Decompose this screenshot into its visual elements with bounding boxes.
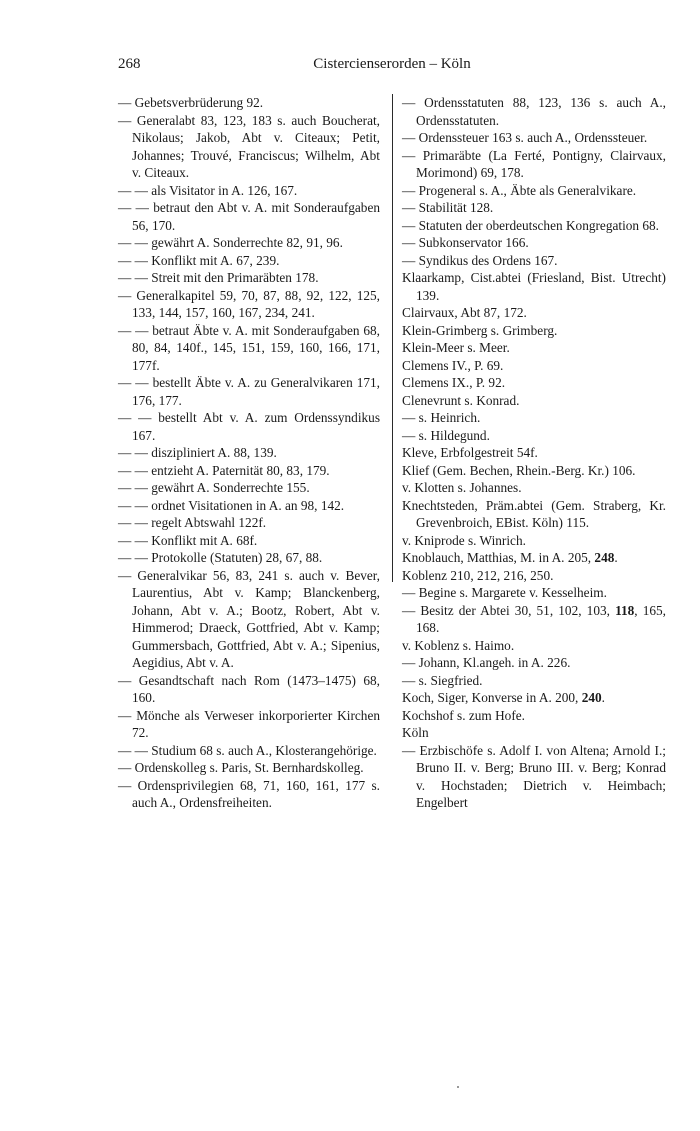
index-entry: — — Protokolle (Statuten) 28, 67, 88. [118, 550, 323, 565]
index-entry: Knoblauch, Matthias, M. in A. 205, 248. [402, 550, 618, 565]
index-entry: Knechtsteden, Präm.abtei (Gem. Straberg, Kr. Grevenbroich, EBist. Köln) 115. [402, 497, 666, 530]
index-entry: — — entzieht A. Paternität 80, 83, 179. [118, 462, 330, 478]
index-entry: Clemens IX., P. 92. [402, 375, 506, 390]
index-entry: — Besitz der Abtei 30, 51, 102, 103, 118, 165, 168. [402, 602, 666, 635]
index-entry: Köln [402, 725, 429, 740]
index-entry: — Ordensstatuten 88, 123, 136 s. auch A., Ordensstatuten. [402, 95, 666, 128]
index-entry: Clairvaux, Abt 87, 172. [402, 305, 527, 320]
paper-speck [457, 1086, 459, 1088]
index-entry: — Stabilität 128. [402, 200, 494, 215]
index-entry: — — bestellt Abt v. A. zum Ordenssyndikus 167. [118, 410, 380, 443]
index-entry: — s. Siegfried. [402, 672, 483, 688]
index-entry: — — Streit mit den Primaräbten 178. [118, 270, 319, 285]
index-entry: — — gewährt A. Sonderrechte 155. [118, 480, 310, 495]
index-entry: — — Konflikt mit A. 67, 239. [118, 252, 280, 268]
index-entry: Koblenz 210, 212, 216, 250. [402, 567, 554, 583]
index-entry: Clemens IV., P. 69. [402, 357, 504, 373]
index-column-right [402, 94, 666, 812]
index-entry: Koch, Siger, Konverse in A. 200, 240. [402, 690, 605, 705]
index-entry: Kleve, Erbfolgestreit 54f. [402, 445, 538, 460]
index-entry: — — diszipliniert A. 88, 139. [118, 445, 277, 460]
index-entry: — — gewährt A. Sonderrechte 82, 91, 96. [118, 235, 343, 250]
index-entry: — Generalkapitel 59, 70, 87, 88, 92, 122, 125, 133, 144, 157, 160, 167, 234, 241. [118, 287, 380, 320]
index-entry: — Erzbischöfe s. Adolf I. von Altena; Arnold I.; Bruno II. v. Berg; Bruno III. v. Berg; Konrad v. Hochstaden; Dietrich v. Heimbach; Engelbert [402, 742, 666, 810]
index-entry: — s. Heinrich. [402, 410, 481, 425]
index-entry: — — ordnet Visitationen in A. an 98, 142. [118, 497, 345, 513]
index-entry: — Ordenskolleg s. Paris, St. Bernhardskolleg. [118, 760, 364, 775]
index-entry: — Subkonservator 166. [402, 235, 529, 250]
index-entry: — — bestellt Äbte v. A. zu Generalvikaren 171, 176, 177. [118, 375, 380, 408]
index-entry: — — betraut Äbte v. A. mit Sonderaufgaben 68, 80, 84, 140f., 145, 151, 159, 160, 166, 171, 177f. [118, 322, 380, 373]
index-entry: Klein-Meer s. Meer. [402, 340, 510, 355]
index-entry: — Progeneral s. A., Äbte als Generalvikare. [402, 182, 637, 198]
index-entry: v. Kniprode s. Winrich. [402, 532, 526, 548]
page-header [118, 56, 666, 80]
index-entry: — Gebetsverbrüderung 92. [118, 95, 264, 110]
index-entry: Klief (Gem. Bechen, Rhein.-Berg. Kr.) 106. [402, 462, 636, 478]
index-entry: — Mönche als Verweser inkorporierter Kirchen 72. [118, 707, 380, 740]
index-entry: Clenevrunt s. Konrad. [402, 392, 520, 408]
index-entry: Kochshof s. zum Hofe. [402, 707, 525, 723]
index-entry: — Ordenssteuer 163 s. auch A., Ordenssteuer. [402, 130, 648, 145]
index-entry: — Syndikus des Ordens 167. [402, 252, 558, 268]
index-entry: — Statuten der oberdeutschen Kongregation 68. [402, 217, 660, 233]
running-title: Cistercienserorden – Köln [313, 56, 471, 72]
index-entry: — Begine s. Margarete v. Kesselheim. [402, 585, 607, 600]
index-column-left [118, 94, 380, 812]
index-entry: v. Klotten s. Johannes. [402, 480, 522, 495]
index-entry: — Primaräbte (La Ferté, Pontigny, Clairvaux, Morimond) 69, 178. [402, 147, 666, 180]
index-entry: — Ordensprivilegien 68, 71, 160, 161, 177 s. auch A., Ordensfreiheiten. [118, 777, 380, 810]
index-entry: Klein-Grimberg s. Grimberg. [402, 322, 558, 338]
index-entry: — s. Hildegund. [402, 427, 490, 443]
column-divider [392, 94, 393, 582]
index-entry: — Gesandtschaft nach Rom (1473–1475) 68, 160. [118, 672, 380, 705]
page-number: 268 [118, 56, 141, 72]
index-entry: — Johann, Kl.angeh. in A. 226. [402, 655, 571, 670]
index-entry: — — Konflikt mit A. 68f. [118, 532, 258, 548]
index-entry: Klaarkamp, Cist.abtei (Friesland, Bist. Utrecht) 139. [402, 270, 666, 303]
index-entry: — — als Visitator in A. 126, 167. [118, 182, 298, 198]
index-entry: — — Studium 68 s. auch A., Klosterangehörige. [118, 742, 377, 758]
index-entry: — — regelt Abtswahl 122f. [118, 515, 267, 530]
index-entry: v. Koblenz s. Haimo. [402, 637, 515, 653]
index-entry: — Generalvikar 56, 83, 241 s. auch v. Bever, Laurentius, Abt v. Kamp; Blanckenberg, Johann, Abt v. A.; Bootz, Robert, Abt v. Himmerod; Draeck, Gottfried, Abt v. Kamp; Gummersbach, Gottfried, Abt v. A.; Sipenius, Aegidius, Abt v. A. [118, 567, 380, 670]
index-entry: — — betraut den Abt v. A. mit Sonderaufgaben 56, 170. [118, 200, 380, 233]
index-entry: — Generalabt 83, 123, 183 s. auch Boucherat, Nikolaus; Jakob, Abt v. Citeaux; Petit, Johannes; Trouvé, Franciscus; Wilhelm, Abt v. Citeaux. [118, 112, 380, 180]
